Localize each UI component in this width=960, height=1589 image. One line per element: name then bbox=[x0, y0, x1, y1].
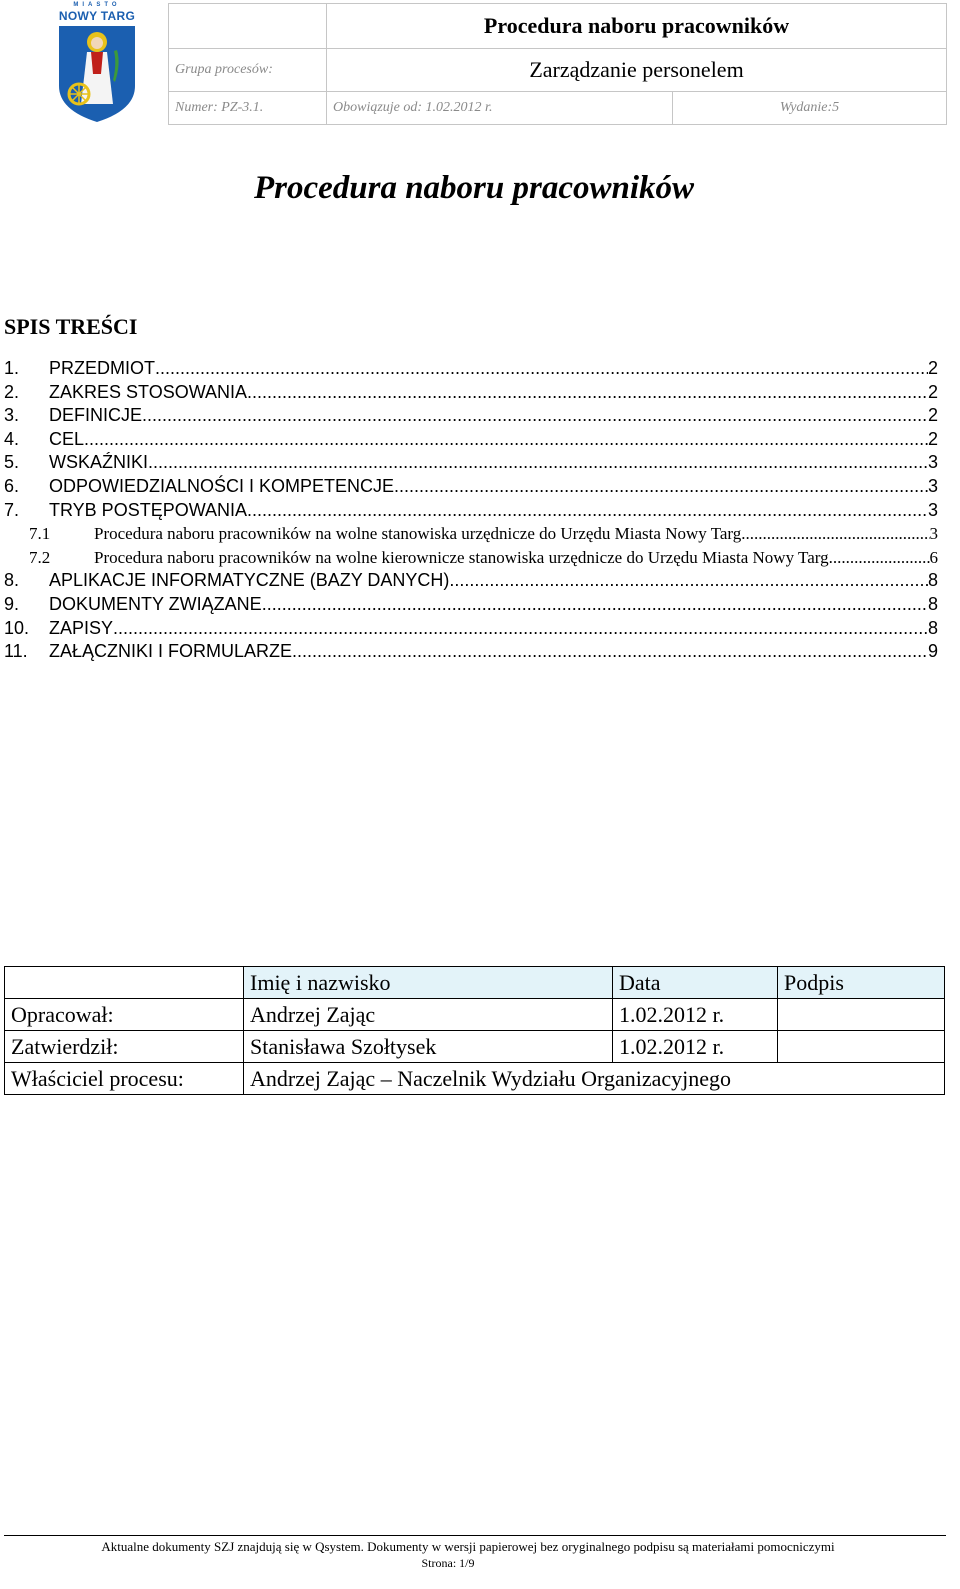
toc-leader-dots bbox=[247, 499, 928, 523]
owner-name-cell: Andrzej Zając – Naczelnik Wydziału Organizacyjnego bbox=[244, 1063, 945, 1095]
toc-entry-number: 4. bbox=[4, 428, 20, 449]
toc-entry-number: 9. bbox=[4, 593, 20, 614]
toc-entry-page: 9 bbox=[927, 641, 938, 662]
toc-entry-page: 8 bbox=[927, 570, 938, 591]
toc-leader-dots bbox=[449, 569, 928, 593]
page-number: Strona: 1/9 bbox=[421, 1556, 475, 1570]
name-cell: Stanisława Szołtysek bbox=[244, 1031, 613, 1063]
toc-entry[interactable] bbox=[4, 381, 938, 405]
toc-leader-dots bbox=[394, 475, 928, 499]
toc-entry-page: 6 bbox=[929, 547, 938, 567]
toc-entry-page: 3 bbox=[927, 475, 938, 496]
toc-leader-dots bbox=[746, 522, 930, 546]
signature-cell bbox=[778, 1031, 945, 1063]
toc-leader-dots bbox=[148, 451, 928, 475]
toc-entry-page: 2 bbox=[927, 381, 938, 402]
process-group-label: Grupa procesów: bbox=[169, 49, 327, 92]
toc-leader-dots bbox=[833, 546, 930, 570]
toc-entry[interactable] bbox=[4, 404, 938, 428]
toc-entry-page: 2 bbox=[927, 428, 938, 449]
logo-small-text: MIASTO bbox=[73, 2, 121, 8]
toc-entry-number: 10. bbox=[4, 617, 30, 638]
toc-leader-dots bbox=[142, 404, 928, 428]
date-cell: 1.02.2012 r. bbox=[613, 1031, 778, 1063]
toc-leader-dots bbox=[113, 617, 928, 641]
toc-entry[interactable] bbox=[4, 428, 938, 452]
toc-entry-title: ZAPISY bbox=[49, 617, 114, 638]
role-cell: Opracował: bbox=[5, 999, 244, 1031]
toc-entry-number: 11. bbox=[4, 641, 28, 662]
toc-entry-number: 6. bbox=[4, 475, 20, 496]
role-cell: Zatwierdził: bbox=[5, 1031, 244, 1063]
owner-role-cell: Właściciel procesu: bbox=[5, 1063, 244, 1095]
toc-leader-dots bbox=[247, 381, 928, 405]
document-header-table bbox=[168, 3, 947, 125]
toc-entry[interactable] bbox=[4, 546, 938, 570]
toc-entry-page: 3 bbox=[927, 499, 938, 520]
toc-entry[interactable] bbox=[4, 499, 938, 523]
toc-entry-title: APLIKACJE INFORMATYCZNE (BAZY DANYCH) bbox=[49, 570, 450, 591]
signature-cell bbox=[778, 999, 945, 1031]
toc-entry[interactable] bbox=[4, 451, 938, 475]
toc-entry-title: DEFINICJE bbox=[49, 405, 143, 426]
toc-entry-number: 7. bbox=[4, 499, 20, 520]
toc-entry-number: 7.1 bbox=[29, 524, 51, 544]
toc-entry-page: 8 bbox=[927, 593, 938, 614]
toc-entry-number: 5. bbox=[4, 452, 20, 473]
date-cell: 1.02.2012 r. bbox=[613, 999, 778, 1031]
toc-entry[interactable] bbox=[4, 617, 938, 641]
toc-entry-number: 2. bbox=[4, 381, 20, 402]
toc-entry-page: 2 bbox=[927, 405, 938, 426]
approval-table bbox=[4, 966, 945, 1095]
toc-entry-title: ODPOWIEDZIALNOŚCI I KOMPETENCJE bbox=[49, 475, 395, 496]
toc-entry[interactable] bbox=[4, 569, 938, 593]
col-signature-header: Podpis bbox=[778, 967, 945, 999]
col-date-header: Data bbox=[613, 967, 778, 999]
toc-entry-title: Procedura naboru pracowników na wolne stanowiska urzędnicze do Urzędu Miasta Nowy Targ. bbox=[94, 524, 746, 544]
col-name-header: Imię i nazwisko bbox=[244, 967, 613, 999]
toc-entry-number: 1. bbox=[4, 358, 20, 378]
toc-entry-page: 3 bbox=[929, 524, 938, 544]
toc-heading: SPIS TREŚCI bbox=[4, 314, 138, 339]
toc-entry-page: 3 bbox=[927, 452, 938, 473]
toc-entry-title: DOKUMENTY ZWIĄZANE bbox=[49, 593, 262, 614]
document-number: Numer: PZ-3.1. bbox=[169, 92, 327, 125]
toc-entry-title: CEL bbox=[49, 428, 85, 449]
valid-from: Obowiązuje od: 1.02.2012 r. bbox=[327, 92, 673, 125]
toc-entry-page: 2 bbox=[927, 358, 938, 378]
toc-entry-title: ZAŁĄCZNIKI I FORMULARZE bbox=[49, 641, 293, 662]
table-of-contents bbox=[4, 357, 938, 664]
name-cell: Andrzej Zając bbox=[244, 999, 613, 1031]
toc-entry-title: TRYB POSTĘPOWANIA bbox=[49, 499, 248, 520]
coat-of-arms-icon bbox=[57, 24, 137, 124]
toc-entry-page: 8 bbox=[927, 617, 938, 638]
toc-entry[interactable] bbox=[4, 475, 938, 499]
city-logo bbox=[54, 2, 140, 126]
toc-entry-title: ZAKRES STOSOWANIA bbox=[49, 381, 248, 402]
toc-leader-dots bbox=[262, 593, 928, 617]
toc-entry-title: PRZEDMIOT bbox=[49, 358, 155, 378]
toc-entry[interactable] bbox=[4, 640, 938, 664]
logo-city-name: NOWY TARG bbox=[58, 9, 136, 23]
toc-leader-dots bbox=[155, 357, 928, 381]
toc-entry-number: 3. bbox=[4, 405, 20, 426]
process-group-value: Zarządzanie personelem bbox=[327, 49, 947, 92]
footer-note: Aktualne dokumenty SZJ znajdują się w Qsystem. Dokumenty w wersji papierowej bez oryginalnego podpisu są materiałami pomocniczymi bbox=[101, 1539, 835, 1554]
toc-leader-dots bbox=[84, 428, 928, 452]
toc-entry-number: 8. bbox=[4, 570, 20, 591]
toc-entry-number: 7.2 bbox=[29, 547, 51, 567]
toc-entry[interactable] bbox=[4, 593, 938, 617]
toc-entry[interactable] bbox=[4, 357, 938, 381]
document-title: Procedura naboru pracowników bbox=[253, 170, 695, 206]
header-title: Procedura naboru pracowników bbox=[327, 4, 947, 49]
footer-divider bbox=[4, 1535, 946, 1536]
toc-entry-title: Procedura naboru pracowników na wolne kierownicze stanowiska urzędnicze do Urzędu Miasta Nowy Targ. bbox=[94, 547, 833, 567]
toc-entry-title: WSKAŹNIKI bbox=[49, 452, 149, 473]
approval-corner-cell bbox=[5, 967, 244, 999]
edition: Wydanie:5 bbox=[673, 92, 947, 125]
toc-leader-dots bbox=[292, 640, 928, 664]
toc-entry[interactable] bbox=[4, 522, 938, 546]
